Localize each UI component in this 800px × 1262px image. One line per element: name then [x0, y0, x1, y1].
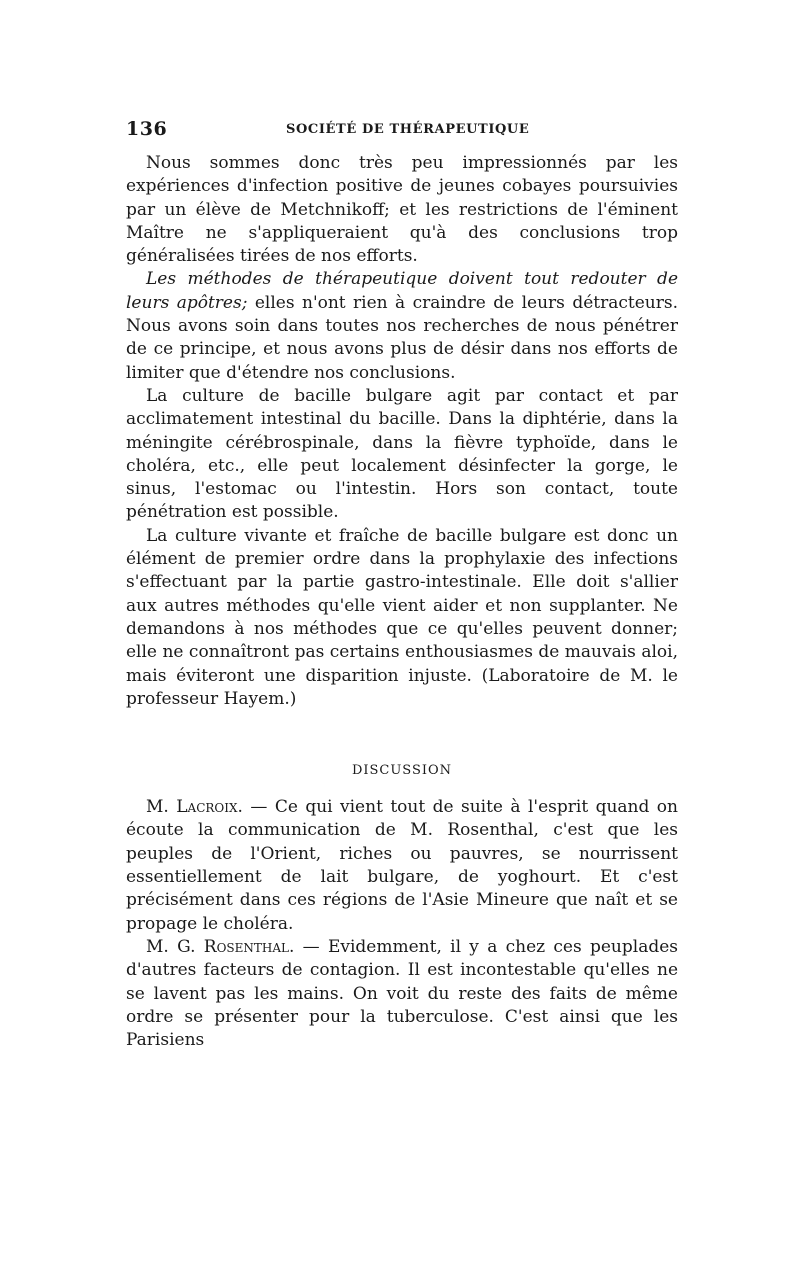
speaker-name: M. G. Rosenthal. [146, 936, 295, 957]
paragraph-2 [126, 268, 678, 384]
paragraph-1: Nous sommes donc très peu impressionnés par les expériences d'infection positive de jeunes cobayes poursuivies par un élève de Metchnikoff; et les restrictions de l'éminent Maître ne s'appliqueraient qu'à des conclusions trop généralisées tirées de nos efforts. [126, 153, 678, 267]
paragraph-3: La culture de bacille bulgare agit par contact et par acclimatement intestinal du bacille. Dans la diphtérie, dans la méningite cérébrospinale, dans la fièvre typhoïde, dans le choléra, etc., elle peut localement désinfecter la gorge, le sinus, l'estomac ou l'intestin. Hors son contact, toute pénétration est possible. [126, 385, 678, 523]
discussion-paragraph-2 [126, 936, 678, 1052]
running-head [126, 118, 678, 144]
discussion-paragraph-1 [126, 796, 678, 936]
discussion-paragraph-1-text: — Ce qui vient tout de suite à l'esprit quand on écoute la communication de M. Rosenthal, c'est que les peuples de l'Orient, riches ou pauvres, se nourrissent essentiellement de lait bulgare, de yoghourt. Et c'est précisément dans ces régions de l'Asie Mineure que naît et se propage le choléra. [126, 797, 678, 934]
paragraph-2-italic-phrase: Les méthodes de thérapeutique doivent tout redouter de leurs apôtres; [126, 269, 678, 313]
paragraph-4: La culture vivante et fraîche de bacille bulgare est donc un élément de premier ordre dans la prophylaxie des infections s'effectuant par la partie gastro-intestinale. Elle doit s'allier aux autres méthodes qu'elle vient aider et non supplanter. Ne demandons à nos méthodes que ce qu'elles peuvent donner; elle ne connaîtront pas certains enthousiasmes de mauvais aloi, mais éviteront une disparition injuste. (Laboratoire de M. le professeur Hayem.) [126, 525, 678, 709]
discussion-paragraph-2-text: — Evidemment, il y a chez ces peuplades d'autres facteurs de contagion. Il est incontestable qu'elles ne se lavent pas les mains. On voit du reste des faits de même ordre se présenter pour la tuberculose. C'est ainsi que les Parisiens [126, 936, 678, 1051]
discussion-heading: DISCUSSION [351, 763, 453, 779]
page-number: 136 [126, 118, 168, 140]
speaker-name: M. Lacroix. [146, 797, 243, 818]
paragraph-2-text: elles n'ont rien à craindre de leurs détracteurs. Nous avons soin dans toutes nos recherches de nous pénétrer de ce principe, et nous avons plus de désir dans nos efforts de limiter que d'étendre nos conclusions. [126, 292, 678, 383]
journal-title: SOCIÉTÉ DE THÉRAPEUTIQUE [286, 122, 530, 137]
book-page [126, 118, 678, 1052]
